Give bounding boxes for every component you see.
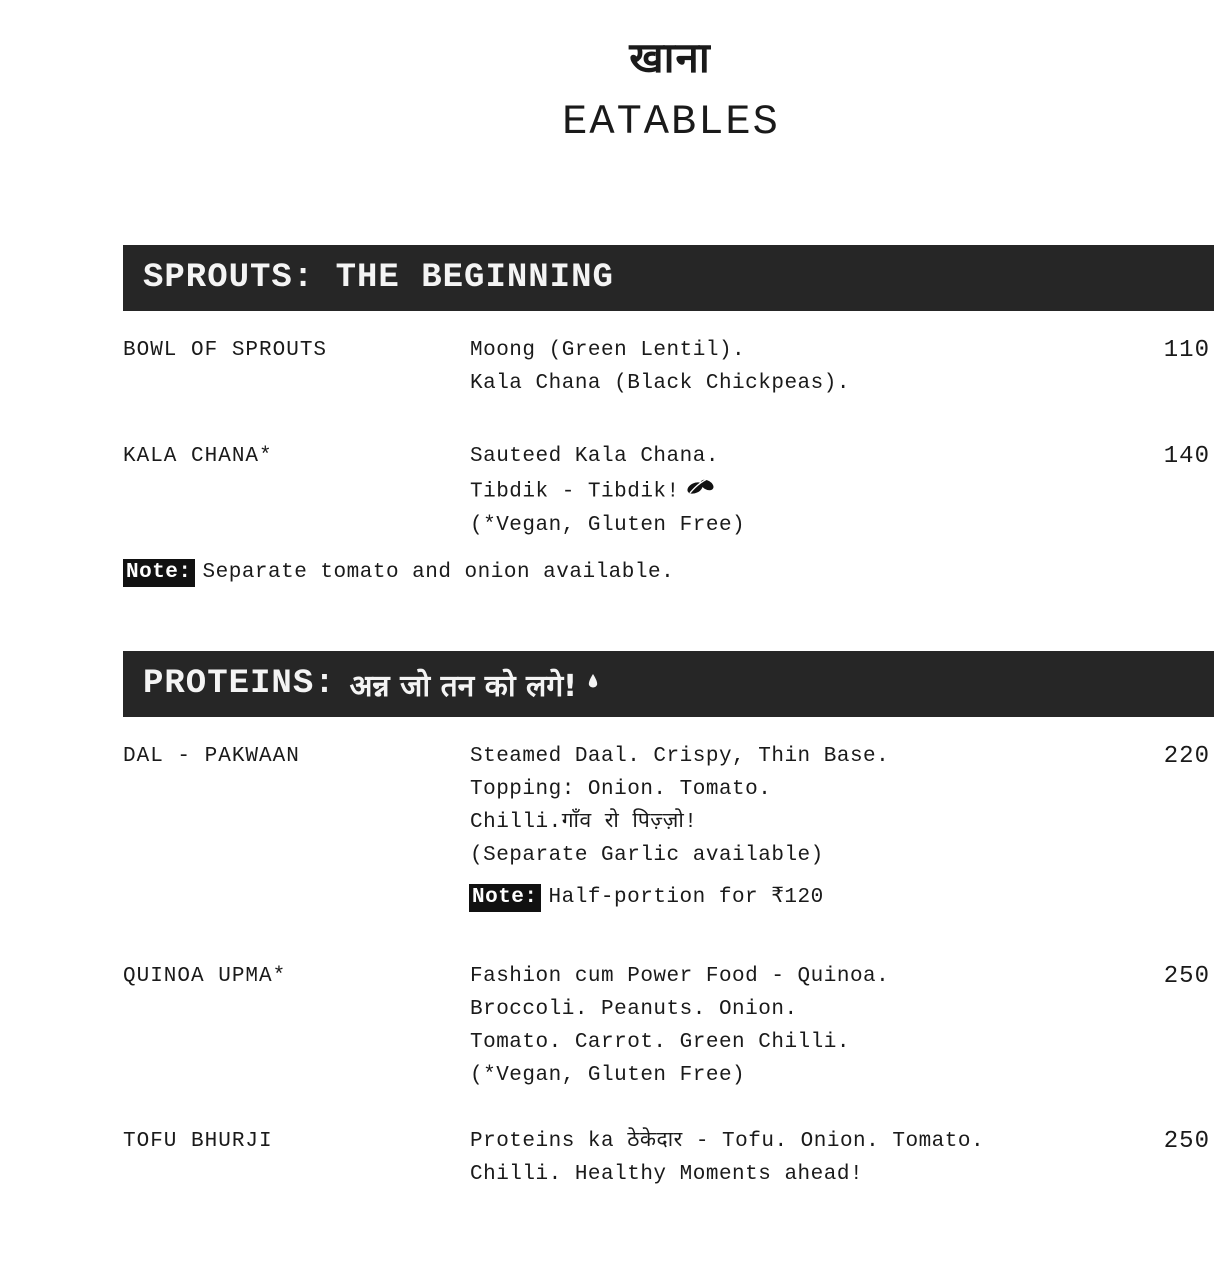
item-name: DAL - PAKWAAN [123, 745, 300, 768]
item-description-line: Chilli.गाँव रो पिज़्ज़ो! [470, 811, 698, 834]
item-price: 250 [1163, 963, 1210, 990]
item-description-line: Moong (Green Lentil). [470, 339, 746, 362]
menu-title-hindi: खाना [629, 33, 711, 82]
item-description-line: (*Vegan, Gluten Free) [470, 514, 746, 537]
item-description-line: Tomato. Carrot. Green Chilli. [470, 1031, 850, 1054]
section-title: SPROUTS: THE BEGINNING [143, 259, 614, 297]
note-text: Separate tomato and onion available. [202, 561, 675, 584]
item-description-text: Tibdik - Tibdik! [470, 480, 680, 504]
section-title: PROTEINS: [143, 665, 336, 703]
section-header-proteins [123, 651, 1214, 717]
item-note [469, 883, 824, 913]
item-name: BOWL OF SPROUTS [123, 339, 328, 362]
item-description [470, 740, 1120, 872]
item-description-line-with-icon [470, 473, 1120, 509]
item-price: 220 [1163, 743, 1210, 770]
item-description [470, 334, 1120, 400]
item-name: QUINOA UPMA* [123, 965, 287, 988]
item-name: KALA CHANA* [123, 445, 273, 468]
item-description-line: (*Vegan, Gluten Free) [470, 1064, 746, 1087]
item-description-line: Fashion cum Power Food - Quinoa. [470, 965, 890, 988]
note-tag: Note: [469, 884, 541, 912]
item-description-line: Sauteed Kala Chana. [470, 445, 719, 468]
item-description-line: Proteins ka ठेकेदार - Tofu. Onion. Tomato. [470, 1130, 985, 1153]
item-description [470, 440, 1120, 542]
item-price: 110 [1163, 337, 1210, 364]
section-header-sprouts [123, 245, 1214, 311]
note-text: Half-portion for ₹120 [548, 886, 824, 909]
item-description [470, 1125, 1120, 1191]
item-description-line: (Separate Garlic available) [470, 844, 824, 867]
leaf-icon [686, 473, 716, 509]
menu-title: EATABLES [562, 98, 780, 146]
item-description [470, 960, 1120, 1092]
item-description-line: Topping: Onion. Tomato. [470, 778, 772, 801]
item-price: 250 [1163, 1128, 1210, 1155]
item-name: TOFU BHURJI [123, 1130, 273, 1153]
section-title-hindi: अन्न जो तन को लगे! [349, 668, 577, 704]
item-description-line: Chilli. Healthy Moments ahead! [470, 1163, 864, 1186]
item-price: 140 [1163, 443, 1210, 470]
section-note [123, 558, 674, 588]
drop-icon [587, 673, 599, 696]
item-description-line: Broccoli. Peanuts. Onion. [470, 998, 798, 1021]
item-description-line: Kala Chana (Black Chickpeas). [470, 372, 850, 395]
note-tag: Note: [123, 559, 195, 587]
item-description-line: Steamed Daal. Crispy, Thin Base. [470, 745, 890, 768]
